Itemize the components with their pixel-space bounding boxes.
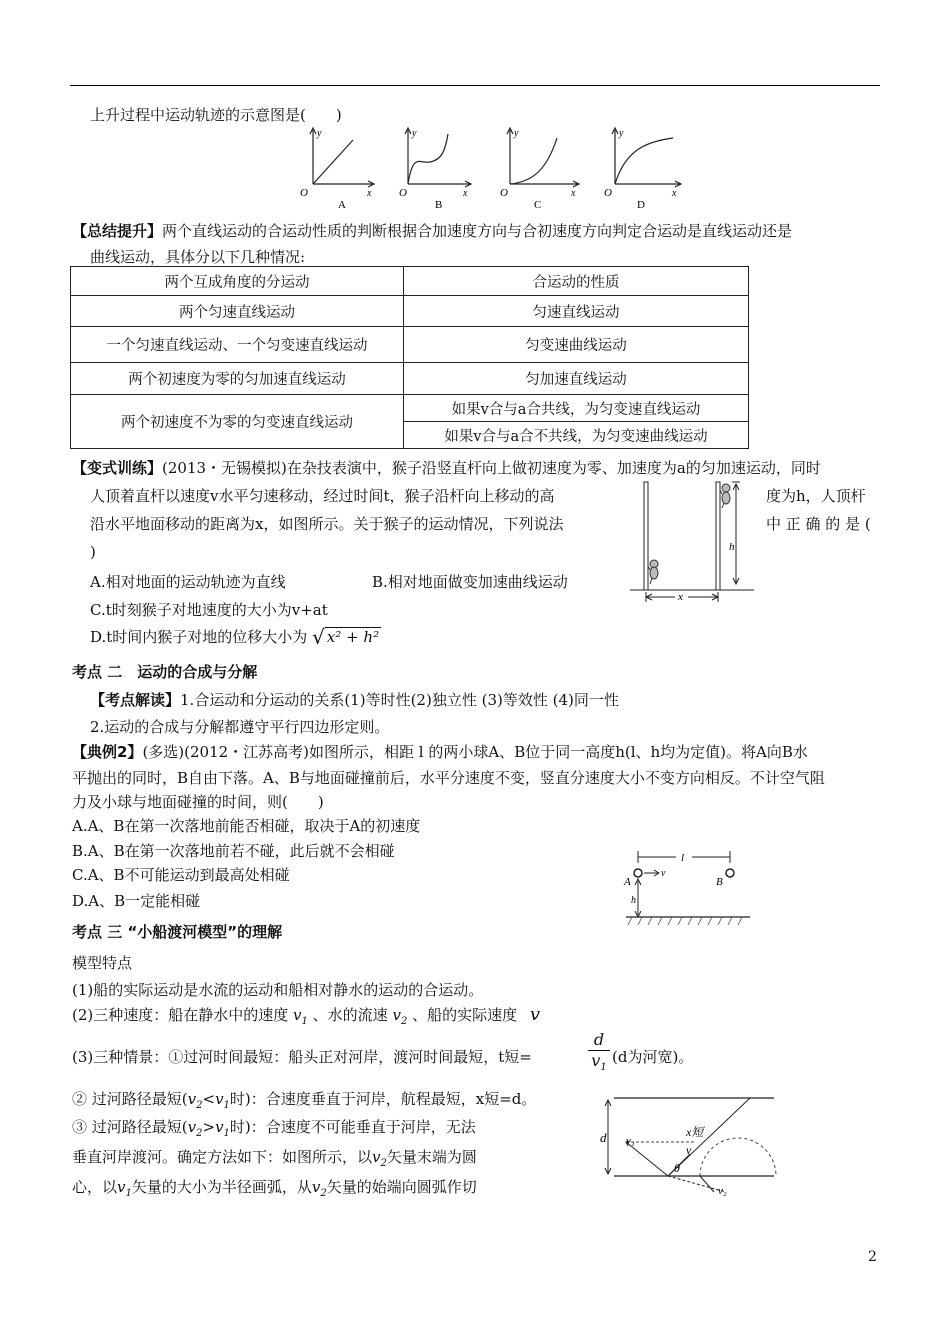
table-cell: 两个匀速直线运动 xyxy=(71,296,404,327)
graph-c-o: O xyxy=(500,187,508,199)
dianli2-option-c: C.A、B不可能运动到最高处相碰 xyxy=(72,866,290,884)
sqrt-expression: x² + h² xyxy=(326,628,380,646)
fig-v1-label: v₁ xyxy=(626,1135,635,1147)
subscript: 2 xyxy=(380,1158,387,1169)
bianshi-head: 【变式训练】 xyxy=(72,459,163,477)
p7-text-b: 矢量的大小为半径画弧，从 xyxy=(131,1178,312,1196)
p3-text-a: (3)三种情景：①过河时间最短：船头正对河岸，渡河时间最短，t短= xyxy=(72,1048,532,1066)
graph-c-y: y xyxy=(514,128,519,139)
v-letter: v xyxy=(117,1178,126,1196)
v2-symbol xyxy=(311,1178,327,1199)
p2-text-a: (2)三种速度：船在静水中的速度 xyxy=(72,1006,289,1024)
fig-b-label: B xyxy=(716,876,723,888)
kaodian3-p7 xyxy=(72,1176,477,1205)
fig-a-label: A xyxy=(624,876,631,888)
v-letter: v xyxy=(372,1148,381,1166)
trajectory-graphs xyxy=(295,124,690,212)
summary-line-1 xyxy=(72,220,792,242)
v-letter: v xyxy=(215,1090,224,1108)
v-letter: v xyxy=(311,1178,321,1196)
p7-text-a: 心，以 xyxy=(72,1178,118,1196)
v1-symbol xyxy=(215,1090,230,1111)
fig-v-label: v xyxy=(686,1143,692,1157)
bianshi-option-d xyxy=(90,626,381,648)
two-balls-figure xyxy=(618,845,753,927)
table-cell: 匀加速直线运动 xyxy=(404,363,749,395)
summary-text-1: 两个直线运动的合运动性质的判断根据合加速度方向与合初速度方向判定合运动是直线运动还是 xyxy=(162,222,793,240)
p2-text-b: 、水的流速 xyxy=(312,1006,388,1024)
graph-d-o: O xyxy=(604,187,612,199)
dianli2-line-2: 平抛出的同时，B自由下落。A、B与地面碰撞前后，水平分速度不变，竖直分速度大小不变方向相反。不计空气阻 xyxy=(72,769,825,787)
monkey-top-icon xyxy=(720,484,730,508)
v-letter: v xyxy=(392,1006,401,1024)
kaodian3-p6 xyxy=(72,1146,477,1175)
p6-text-a: 垂直河岸渡河。确定方法如下：如图所示，以 xyxy=(72,1148,373,1166)
motion-table xyxy=(70,266,749,449)
graph-a-x: x xyxy=(367,188,372,199)
v-letter: v xyxy=(215,1118,224,1136)
v-letter: v xyxy=(591,1051,601,1070)
dianli2-text-1: (多选)(2012・江苏高考)如图所示，相距 l 的两小球A、B位于同一高度h(l、h均为定值)。将A向B水 xyxy=(142,743,808,761)
dianli2-line-3: 力及小球与地面碰撞的时间，则( ) xyxy=(72,793,324,811)
v-symbol: v xyxy=(529,1004,541,1025)
fig-theta-label: θ xyxy=(674,1161,680,1175)
subscript: 2 xyxy=(196,1100,203,1111)
subscript: 1 xyxy=(600,1062,607,1074)
summary-line-2: 曲线运动，具体分以下几种情况: xyxy=(90,248,306,266)
v-letter: v xyxy=(187,1090,197,1108)
graph-c-x: x xyxy=(571,188,576,199)
fig-d-label: d xyxy=(600,1130,607,1145)
fraction-d-over-v1 xyxy=(588,1030,610,1078)
table-cell: 两个初速度不为零的匀变速直线运动 xyxy=(71,395,404,449)
jiedu-text-1: 1.合运动和分运动的关系(1)等时性(2)独立性 (3)等效性 (4)同一性 xyxy=(180,691,619,709)
p4-text-a: ② 过河路径最短( xyxy=(72,1090,188,1108)
graph-d-x: x xyxy=(672,188,677,199)
fig-v2-label: v₂ xyxy=(718,1185,727,1197)
graph-b-label: B xyxy=(435,199,443,211)
kaodian3-subtitle: 模型特点 xyxy=(72,954,133,972)
subscript: 1 xyxy=(223,1128,230,1139)
table-cell: 如果v合与a合不共线，为匀变速曲线运动 xyxy=(404,422,749,449)
kaodian3-p5 xyxy=(72,1116,476,1145)
fig-x-label: x xyxy=(678,591,683,603)
subscript: 1 xyxy=(301,1016,308,1027)
header-rule xyxy=(70,85,880,86)
bianshi-line-2b: 度为h，人顶杆 xyxy=(766,487,866,505)
bianshi-line-4: ) xyxy=(90,543,96,561)
graph-b-o: O xyxy=(399,187,407,199)
fig-v-label: v xyxy=(661,868,666,879)
kaodian3-p4 xyxy=(72,1088,536,1117)
bianshi-line-3b: 中 正 确 的 是 ( xyxy=(766,515,871,533)
table-cell: 一个匀速直线运动、一个匀变速直线运动 xyxy=(71,327,404,363)
fig-h-label: h xyxy=(729,541,735,553)
v2-symbol xyxy=(187,1090,203,1111)
graph-c-label: C xyxy=(534,199,542,211)
bianshi-option-a: A.相对地面的运动轨迹为直线 xyxy=(90,573,286,591)
subscript: 1 xyxy=(125,1188,132,1199)
gt-sign: > xyxy=(202,1118,216,1136)
v1-symbol xyxy=(215,1118,230,1139)
graph-b-x: x xyxy=(463,188,468,199)
summary-head: 【总结提升】 xyxy=(72,222,163,240)
kaodian2-title: 考点 二 运动的合成与分解 xyxy=(72,663,258,681)
table-header: 两个互成角度的分运动 xyxy=(71,267,404,296)
jiedu-head: 【考点解读】 xyxy=(90,691,181,709)
v2-symbol xyxy=(392,1006,408,1027)
graph-a-label: A xyxy=(338,199,346,211)
v1-symbol xyxy=(293,1006,308,1027)
lt-sign: < xyxy=(202,1090,216,1108)
p6-text-b: 矢量末端为圆 xyxy=(386,1148,477,1166)
kaodian3-p2 xyxy=(72,1004,540,1033)
graph-d-y: y xyxy=(619,128,624,139)
bianshi-line-2a: 人顶着直杆以速度v水平匀速移动，经过时间t，猴子沿杆向上移动的高 xyxy=(90,487,555,505)
graph-b-y: y xyxy=(412,128,417,139)
fig-xshort-label: x短 xyxy=(686,1125,704,1139)
kaodian3-p1: (1)船的实际运动是水流的运动和船相对静水的运动的合运动。 xyxy=(72,981,484,999)
fig-l-label: l xyxy=(681,852,685,864)
subscript: 2 xyxy=(320,1188,327,1199)
monkey-pole-figure xyxy=(630,476,755,604)
page-number: 2 xyxy=(868,1249,877,1265)
table-cell: 两个初速度为零的匀加速直线运动 xyxy=(71,363,404,395)
subscript: 2 xyxy=(400,1016,408,1027)
bianshi-option-c: C.t时刻猴子对地速度的大小为v+at xyxy=(90,601,328,619)
table-cell: 匀变速曲线运动 xyxy=(404,327,749,363)
dianli2-line-1 xyxy=(72,741,808,763)
v2-symbol xyxy=(372,1148,387,1169)
question-intro: 上升过程中运动轨迹的示意图是( ) xyxy=(90,106,342,124)
kaodian2-jiedu-line xyxy=(90,689,619,711)
table-cell: 匀速直线运动 xyxy=(404,296,749,327)
table-cell: 如果v合与a合共线，为匀变速直线运动 xyxy=(404,395,749,422)
kaodian2-jiedu-2: 2.运动的合成与分解都遵守平行四边形定则。 xyxy=(90,718,390,736)
v-letter: v xyxy=(293,1006,302,1024)
subscript: 1 xyxy=(223,1100,230,1111)
v2-symbol xyxy=(187,1118,203,1139)
kaodian3-title: 考点 三 “小船渡河模型”的理解 xyxy=(72,923,283,941)
graph-a-o: O xyxy=(300,187,308,199)
dianli2-option-d: D.A、B一定能相碰 xyxy=(72,892,201,910)
bianshi-text-1: (2013・无锡模拟)在杂技表演中，猴子沿竖直杆向上做初速度为零、加速度为a的匀加速运动，同时 xyxy=(162,459,821,477)
sqrt-symbol: √ xyxy=(312,625,325,649)
fig-h-label: h xyxy=(631,895,636,906)
dianli2-option-b: B.A、B在第一次落地前若不碰，此后就不会相碰 xyxy=(72,842,395,860)
ball-a-icon xyxy=(634,869,642,877)
p4-text-b: 时)：合速度垂直于河岸，航程最短，x短=d。 xyxy=(229,1090,537,1108)
river-crossing-figure xyxy=(596,1092,780,1206)
p2-text-c: 、船的实际速度 xyxy=(412,1006,518,1024)
fraction-numerator: d xyxy=(588,1030,610,1051)
monkey-bottom-icon xyxy=(648,560,658,584)
fraction-denominator xyxy=(588,1051,610,1078)
p7-text-c: 矢量的始端向圆弧作切 xyxy=(326,1178,477,1196)
v-letter: v xyxy=(187,1118,197,1136)
table-header: 合运动的性质 xyxy=(404,267,749,296)
graph-d-label: D xyxy=(637,199,645,211)
graph-a-y: y xyxy=(317,128,322,139)
v1-symbol xyxy=(117,1178,132,1199)
ball-b-icon xyxy=(726,869,734,877)
kaodian3-p3 xyxy=(72,1046,532,1068)
subscript: 2 xyxy=(196,1128,203,1139)
p5-text-b: 时)：合速度不可能垂直于河岸，无法 xyxy=(229,1118,476,1136)
kaodian3-p3-tail: (d为河宽)。 xyxy=(612,1048,694,1066)
dianli2-head: 【典例2】 xyxy=(72,743,143,761)
bianshi-option-b: B.相对地面做变加速曲线运动 xyxy=(372,573,568,591)
dianli2-option-a: A.A、B在第一次落地前能否相碰，取决于A的初速度 xyxy=(72,817,421,835)
p5-text-a: ③ 过河路径最短( xyxy=(72,1118,188,1136)
bianshi-line-3a: 沿水平地面移动的距离为x，如图所示。关于猴子的运动情况，下列说法 xyxy=(90,515,564,533)
option-d-text: D.t时间内猴子对地的位移大小为 xyxy=(90,628,308,646)
